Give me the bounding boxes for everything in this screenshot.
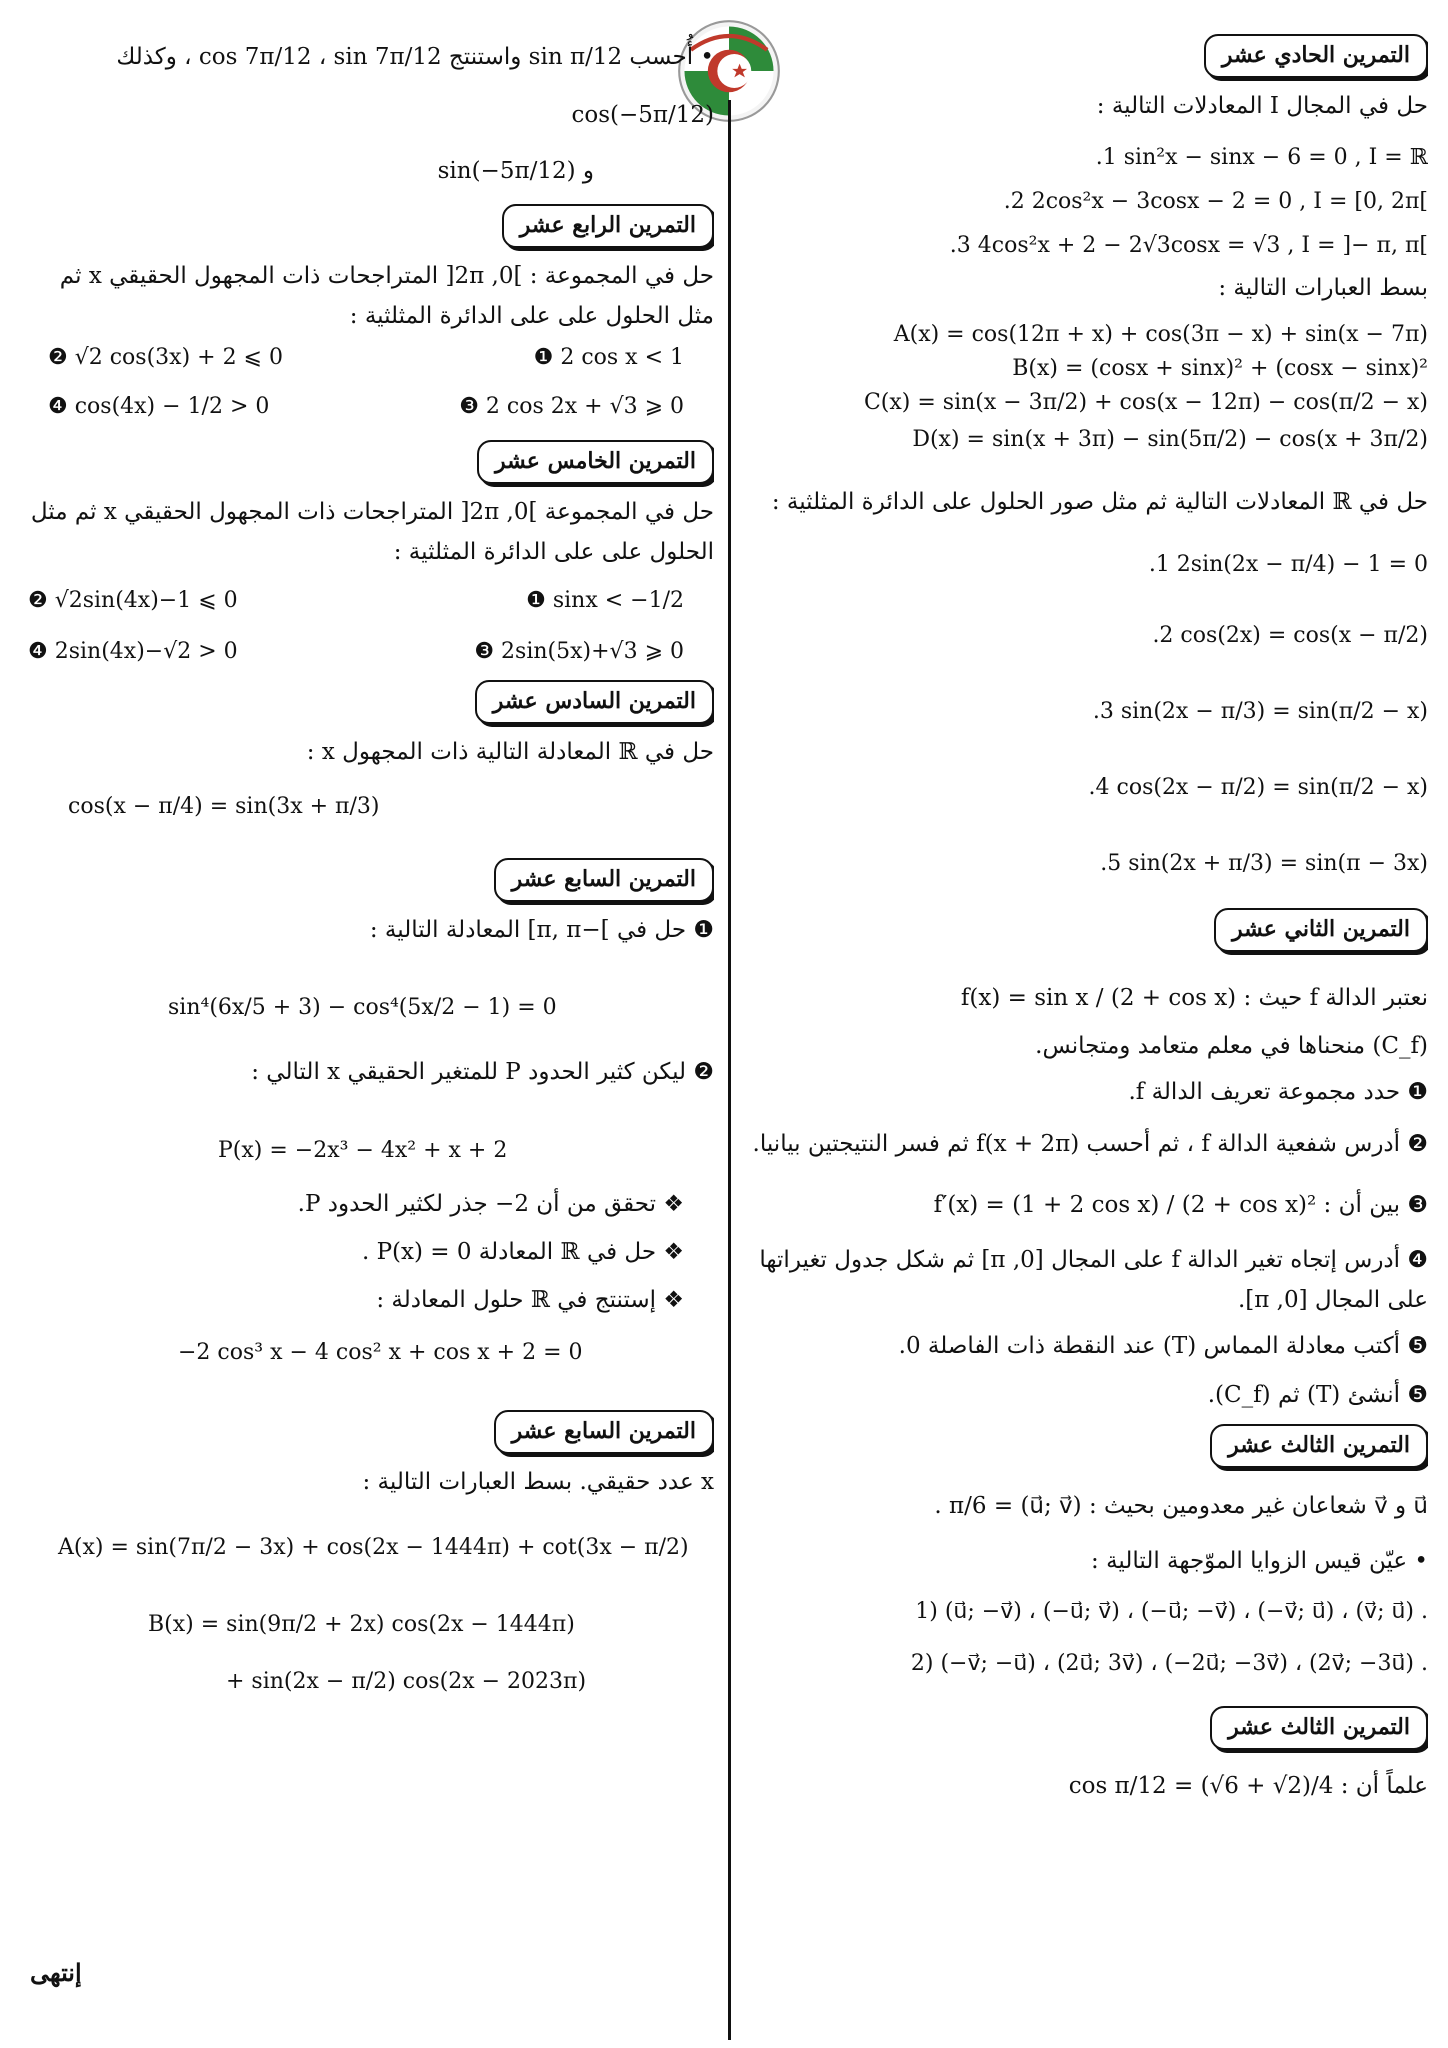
exercise-14-title: التمرين الرابع عشر bbox=[502, 204, 714, 248]
inequality-15-3: ❸ 2sin(5x)+√3 ⩾ 0 bbox=[474, 639, 684, 664]
exercise-17-q2: ❷ ليكن كثير الحدود P للمتغير الحقيقي x التالي : bbox=[251, 1059, 714, 1085]
equation-17-1: sin⁴(6x/5 + 3) − cos⁴(5x/2 − 1) = 0 bbox=[168, 995, 557, 1020]
bullet-solve-p: ❖ حل في ℝ المعادلة P(x) = 0 . bbox=[361, 1239, 684, 1265]
compute-line-2: و sin(−5π/12) bbox=[437, 158, 594, 184]
expression-17-b-line2: + sin(2x − π/2) cos(2x − 2023π) bbox=[226, 1669, 587, 1694]
equation-11b-1: .1 2sin(2x − π/4) − 1 = 0 bbox=[1148, 552, 1428, 577]
exercise-16-title: التمرين السادس عشر bbox=[475, 680, 714, 724]
exercise-12-q6: ❺ أنشئ (T) ثم (C_f). bbox=[1207, 1382, 1428, 1408]
exercise-16-intro: حل في ℝ المعادلة التالية ذات المجهول x : bbox=[306, 739, 714, 765]
right-column bbox=[742, 28, 1428, 2038]
exercise-15-intro: حل في المجموعة ]0, 2π[ المتراجحات ذات المجهول الحقيقي x ثم مثل الحلول على على الدائرة المثلثية : bbox=[30, 499, 714, 565]
inequality-14-3: ❸ 2 cos 2x + √3 ⩾ 0 bbox=[459, 394, 684, 419]
inequality-15-2: ❷ √2sin(4x)−1 ⩽ 0 bbox=[28, 588, 238, 613]
expression-a: A(x) = cos(12π + x) + cos(3π − x) + sin(x − 7π) bbox=[893, 322, 1428, 347]
compute-line-1: • أُحسب sin π/12 واستنتج cos 7π/12 ، sin 7π/12 ، وكذلك cos(−5π/12) bbox=[116, 44, 714, 128]
equation-11-3: .3 4cos²x + 2 − 2√3cosx = √3 , I = ]− π, π[ bbox=[949, 233, 1428, 258]
expression-d: D(x) = sin(x + 3π) − sin(5π/2) − cos(x + 3π/2) bbox=[912, 427, 1428, 452]
exercise-17b-intro: x عدد حقيقي. بسط العبارات التالية : bbox=[362, 1469, 714, 1495]
exercise-12-title: التمرين الثاني عشر bbox=[1214, 908, 1428, 952]
inequality-14-1: ❶ 2 cos x < 1 bbox=[533, 345, 684, 370]
expression-17-b-line1: B(x) = sin(9π/2 + 2x) cos(2x − 1444π) bbox=[148, 1612, 575, 1637]
exercise-13b-title: التمرين الثالث عشر bbox=[1210, 1706, 1428, 1750]
polynomial-p: P(x) = −2x³ − 4x² + x + 2 bbox=[218, 1138, 508, 1163]
exercise-13-intro: u⃗ و v⃗ شعاعان غير معدومين بحيث : (u⃗; v⃗) = π/6 . bbox=[934, 1493, 1428, 1519]
equation-16: cos(x − π/4) = sin(3x + π/3) bbox=[68, 794, 380, 819]
exercise-15-title: التمرين الخامس عشر bbox=[477, 440, 714, 484]
exercise-13-title: التمرين الثالث عشر bbox=[1210, 1424, 1428, 1468]
exercise-12-q5: ❺ أكتب معادلة المماس (T) عند النقطة ذات الفاصلة 0. bbox=[898, 1333, 1428, 1359]
exercise-12-q3: ❸ بين أن : f′(x) = (1 + 2 cos x) / (2 + cos x)² bbox=[933, 1192, 1428, 1218]
exercise-17-title: التمرين السابع عشر bbox=[494, 858, 714, 902]
exercise-11-title: التمرين الحادي عشر bbox=[1204, 34, 1428, 78]
exercise-13b-intro: علماً أن : cos π/12 = (√6 + √2)/4 bbox=[1068, 1773, 1428, 1799]
exercise-17b-title: التمرين السابع عشر bbox=[494, 1410, 714, 1454]
equation-11b-5: .5 sin(2x + π/3) = sin(π − 3x) bbox=[1100, 851, 1428, 876]
equation-17-2: −2 cos³ x − 4 cos² x + cos x + 2 = 0 bbox=[178, 1340, 583, 1365]
equation-11-1: .1 sin²x − sinx − 6 = 0 , I = ℝ bbox=[1095, 145, 1428, 170]
angles-line-1: 1) (u⃗; −v⃗) ، (−u⃗; v⃗) ، (−u⃗; −v⃗) ، (−v⃗; u⃗) ، (v⃗; u⃗) . bbox=[915, 1599, 1428, 1624]
exercise-13-question: • عيّن قيس الزوايا الموّجهة التالية : bbox=[1091, 1548, 1428, 1574]
left-column bbox=[28, 28, 714, 2038]
exercise-12-q2: ❷ أدرس شفعية الدالة f ، ثم أحسب f(x + 2π) ثم فسر النتيجتين بيانيا. bbox=[752, 1131, 1428, 1157]
exercise-12-q4: ❹ أدرس إتجاه تغير الدالة f على المجال [0, π] ثم شكل جدول تغيراتها على المجال [0, π]. bbox=[759, 1247, 1428, 1313]
solve-heading: حل في ℝ المعادلات التالية ثم مثل صور الحلول على الدائرة المثلثية : bbox=[771, 489, 1428, 515]
expression-c: C(x) = sin(x − 3π/2) + cos(x − 12π) − cos(π/2 − x) bbox=[863, 390, 1428, 415]
column-divider bbox=[728, 100, 731, 2040]
angles-line-2: 2) (−v⃗; −u⃗) ، (2u⃗; 3v⃗) ، (−2u⃗; −3v⃗) ، (2v⃗; −3u⃗) . bbox=[910, 1651, 1428, 1676]
inequality-14-2: ❷ √2 cos(3x) + 2 ⩽ 0 bbox=[48, 345, 283, 370]
simplify-heading: بسط العبارات التالية : bbox=[1218, 275, 1428, 301]
expression-17-a: A(x) = sin(7π/2 − 3x) + cos(2x − 1444π) + cot(3x − π/2) bbox=[58, 1535, 689, 1560]
exercise-12-q1: ❶ حدد مجموعة تعريف الدالة f. bbox=[1128, 1079, 1428, 1105]
exercise-17-q1: ❶ حل في ]−π, π] المعادلة التالية : bbox=[369, 917, 714, 943]
bullet-deduce: ❖ إستنتج في ℝ حلول المعادلة : bbox=[376, 1287, 684, 1313]
inequality-15-1: ❶ sinx < −1/2 bbox=[526, 588, 684, 613]
equation-11-2: .2 2cos²x − 3cosx − 2 = 0 , I = [0, 2π[ bbox=[1003, 189, 1428, 214]
exercise-14-intro: حل في المجموعة : ]0, 2π[ المتراجحات ذات المجهول الحقيقي x ثم مثل الحلول على على الدائرة المثلثية : bbox=[59, 263, 714, 329]
inequality-14-4: ❹ cos(4x) − 1/2 > 0 bbox=[48, 394, 270, 419]
expression-b: B(x) = (cosx + sinx)² + (cosx − sinx)² bbox=[1012, 356, 1428, 381]
end-text: إنتهى bbox=[30, 1958, 82, 1987]
equation-11b-3: .3 sin(2x − π/3) = sin(π/2 − x) bbox=[1092, 699, 1428, 724]
equation-11b-4: .4 cos(2x − π/2) = sin(π/2 − x) bbox=[1088, 775, 1428, 800]
equation-11b-2: .2 cos(2x) = cos(x − π/2) bbox=[1152, 623, 1428, 648]
bullet-check-root: ❖ تحقق من أن 2− جذر لكثير الحدود P. bbox=[297, 1191, 684, 1217]
exercise-11-intro: حل في المجال I المعادلات التالية : bbox=[1096, 93, 1428, 119]
inequality-15-4: ❹ 2sin(4x)−√2 > 0 bbox=[28, 639, 238, 664]
exercise-12-intro: نعتبر الدالة f حيث : f(x) = sin x / (2 + cos x) bbox=[960, 985, 1428, 1011]
exercise-12-curve: (C_f) منحناها في معلم متعامد ومتجانس. bbox=[1035, 1033, 1428, 1059]
